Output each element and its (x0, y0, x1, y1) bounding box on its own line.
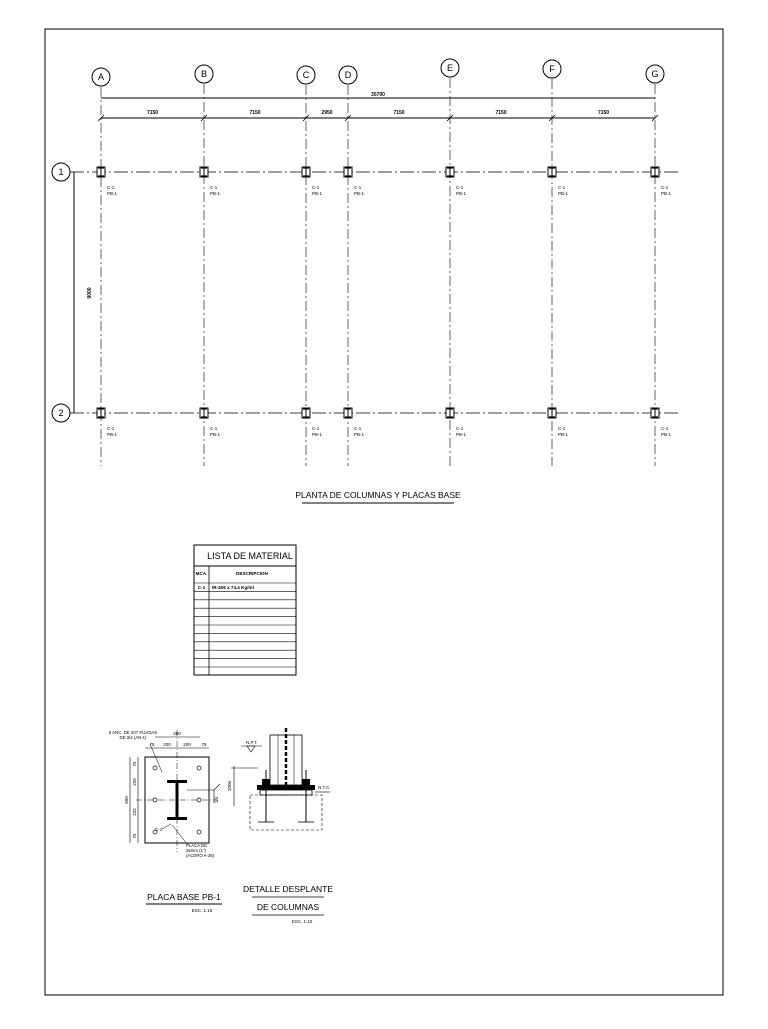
table-title: LISTA DE MATERIAL (207, 551, 293, 561)
plan-column-marker (97, 408, 118, 437)
total-dimension-text: 35700 (371, 92, 385, 98)
grid-label-C: C (302, 70, 310, 80)
plate-label: PB-1 (312, 432, 323, 437)
grid-label-B: B (200, 69, 208, 79)
plan-title: PLANTA DE COLUMNAS Y PLACAS BASE (295, 490, 461, 500)
column-label: C-1 (558, 426, 566, 431)
plan-column-marker (97, 167, 118, 196)
weld-label: 1/4 (214, 796, 219, 804)
table-header-description: DESCRIPCION (236, 571, 268, 576)
column-web (176, 783, 179, 817)
column-label: C-1 (107, 185, 115, 190)
grid-label-F: F (549, 64, 555, 74)
column-detail-title-line2: DE COLUMNAS (256, 902, 320, 912)
plate-label: PB-1 (210, 432, 221, 437)
anchor-bolt-hole (153, 798, 157, 802)
plan-column-marker (651, 408, 672, 437)
bay-dimension-6: 7150 (597, 110, 610, 116)
plan-column-marker (302, 167, 323, 196)
column-label: C-1 (107, 426, 115, 431)
column-detail-scale: ESC. 1:10 (291, 919, 313, 924)
bay-dimension-5: 7150 (495, 110, 507, 116)
vertical-grid-lines (101, 78, 655, 466)
top-dim-2: 200 (163, 742, 171, 747)
top-dim-overall: 350 (173, 731, 181, 736)
plan-column-marker (548, 167, 569, 196)
plate-label: PB-1 (312, 191, 323, 196)
anchor-bolt-hole (197, 798, 201, 802)
column-label: C-1 (558, 185, 566, 190)
column-flange-top (167, 780, 187, 783)
grid-label-2: 2 (58, 408, 64, 418)
npt-label: N.P.T. (246, 740, 258, 745)
plan-columns (97, 167, 672, 437)
plan-column-marker (200, 408, 221, 437)
column-label: C-1 (661, 185, 669, 190)
side-dim-4: 75 (132, 833, 137, 839)
plan-column-marker (344, 167, 365, 196)
plate-label: PB-1 (661, 191, 672, 196)
column-tag-leader (162, 824, 171, 829)
bay-dimension-4: 7150 (393, 110, 405, 116)
ntc-label: N.T.C. (318, 785, 331, 790)
table-header-mark: MCA. (195, 571, 208, 576)
grid-label-1: 1 (58, 167, 64, 177)
column-tag: C-1 (155, 827, 163, 832)
anchor-bolt-hole (197, 830, 201, 834)
top-dim-1: 75 (149, 742, 155, 747)
plan-column-marker (651, 167, 672, 196)
column-detail-title-line1: DETALLE DESPLANTE (242, 884, 334, 894)
bay-dimension-2: 7150 (249, 110, 261, 116)
column-label: C-1 (456, 426, 464, 431)
plate-label: PB-1 (558, 191, 569, 196)
plate-label: PB-1 (354, 191, 365, 196)
plate-label: PB-1 (558, 432, 569, 437)
plate-label: PB-1 (456, 191, 467, 196)
base-plate-title: PLACA BASE PB-1 (147, 892, 221, 902)
base-plate-detail (108, 730, 222, 913)
side-dim-3: 225 (132, 808, 137, 816)
column-plan (52, 59, 678, 503)
plate-label: PB-1 (107, 191, 118, 196)
bay-dimension-1: 7150 (146, 110, 159, 116)
side-dim-overall: 600 (124, 796, 129, 804)
plan-column-marker (446, 408, 467, 437)
npt-marker (247, 746, 255, 752)
grout-pad (260, 790, 312, 795)
grid-label-D: D (344, 70, 352, 80)
column-label: C-1 (661, 426, 669, 431)
plate-label: PB-1 (354, 432, 365, 437)
plate-label: PB-1 (661, 432, 672, 437)
table-row-mark: C-1 (197, 585, 206, 590)
plate-note: PLACA DE 25mm (1") (ACERO A-36) (186, 843, 215, 858)
top-dim-4: 75 (201, 742, 207, 747)
grid-label-A: A (97, 72, 105, 82)
grid-label-E: E (446, 63, 454, 73)
concrete-pedestal (250, 795, 322, 830)
plate-label: PB-1 (107, 432, 118, 437)
side-dim-1: 75 (132, 761, 137, 767)
column-label: C-1 (354, 426, 362, 431)
material-list-table (194, 545, 296, 675)
sheet-border (45, 29, 723, 995)
plate-label: PB-1 (456, 432, 467, 437)
column-label: C-1 (354, 185, 362, 190)
column-label: C-1 (312, 185, 320, 190)
anchor-note: 6 ANC. DE 3/4" FIJADAS DE 3/4 (AN-1) (108, 730, 158, 740)
plan-column-marker (344, 408, 365, 437)
vertical-dimension-text: 9000 (87, 287, 93, 299)
bay-dimension-3: 2950 (321, 110, 333, 116)
side-dim-2: 225 (132, 778, 137, 786)
grid-label-G: G (651, 69, 659, 79)
height-label: 1000 (227, 780, 232, 792)
column-label: C-1 (312, 426, 320, 431)
anchor-bolt-hole (197, 766, 201, 770)
bay-dimensions (98, 110, 658, 121)
column-label: C-1 (210, 185, 218, 190)
table-row-description: IR-406 x 74.4 Kg/ml (212, 585, 254, 590)
plan-column-marker (446, 167, 467, 196)
column-base-detail (227, 728, 333, 924)
base-plate-scale: ESC. 1:15 (191, 908, 213, 913)
plate-note-leader (172, 825, 188, 845)
plan-column-marker (200, 167, 221, 196)
plan-column-marker (302, 408, 323, 437)
plan-column-marker (548, 408, 569, 437)
anchor-bolt-hole (153, 766, 157, 770)
horizontal-grid-lines (70, 172, 678, 413)
top-dim-3: 200 (183, 742, 191, 747)
column-label: C-1 (456, 185, 464, 190)
column-flange-bottom (167, 817, 187, 820)
column-label: C-1 (210, 426, 218, 431)
grid-bubbles (52, 59, 664, 422)
plate-label: PB-1 (210, 191, 221, 196)
